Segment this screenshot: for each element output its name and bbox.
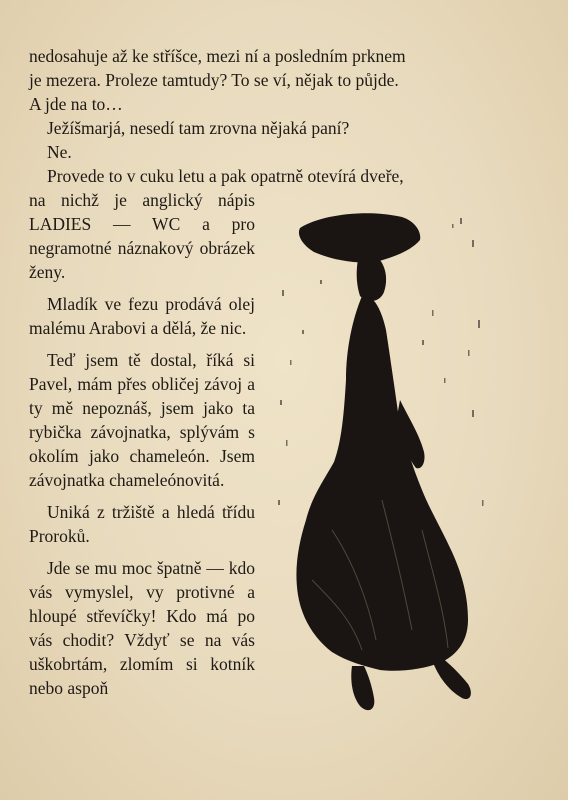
paragraph-mladik: Mladík ve fezu prodává olej malému Arabovi a dělá, že nic. xyxy=(29,294,255,338)
full-width-text xyxy=(29,44,539,188)
paragraph-provede: Provede to v cuku letu a pak opatrně otevírá dveře, xyxy=(47,166,404,186)
paragraph-question: Ježíšmarjá, nesedí tam zrovna nějaká paní? xyxy=(47,118,350,138)
left-foot-shape xyxy=(351,666,374,710)
column-text xyxy=(29,188,255,700)
right-foot-shape xyxy=(432,658,471,699)
text-line-1: nedosahuje až ke stříšce, mezi ní a posledním prknem xyxy=(29,46,406,66)
paragraph-ladies: na nichž je anglický nápis LADIES — WC a pro negramotné náznakový obrázek ženy. xyxy=(29,190,255,282)
paragraph-jde: Jde se mu moc špatně — kdo vás vymyslel, vy protivné a hloupé střevíčky! Kdo má po vás chodit? Vždyť se na vás uškobrtám, zlomím si kotník nebo aspoň xyxy=(29,558,255,698)
woodcut-illustration-veiled-woman xyxy=(272,200,492,730)
head-bundle-shape xyxy=(299,213,420,262)
veiled-woman-silhouette xyxy=(272,200,492,730)
paragraph-no: Ne. xyxy=(47,142,72,162)
head-shape xyxy=(357,260,386,301)
paragraph-unika: Uniká z tržiště a hledá třídu Proroků. xyxy=(29,502,255,546)
paragraph-ted: Teď jsem tě dostal, říká si Pavel, mám přes obličej závoj a ty mě nepoznáš, jsem jako ta rybička závojnatka, splývám s okolím jako chameleón. Jsem závojnatka chameleónovitá. xyxy=(29,350,255,490)
text-line-2: je mezera. Proleze tamtudy? To se ví, nějak to půjde. xyxy=(29,70,399,90)
text-line-3: A jde na to… xyxy=(29,94,123,114)
